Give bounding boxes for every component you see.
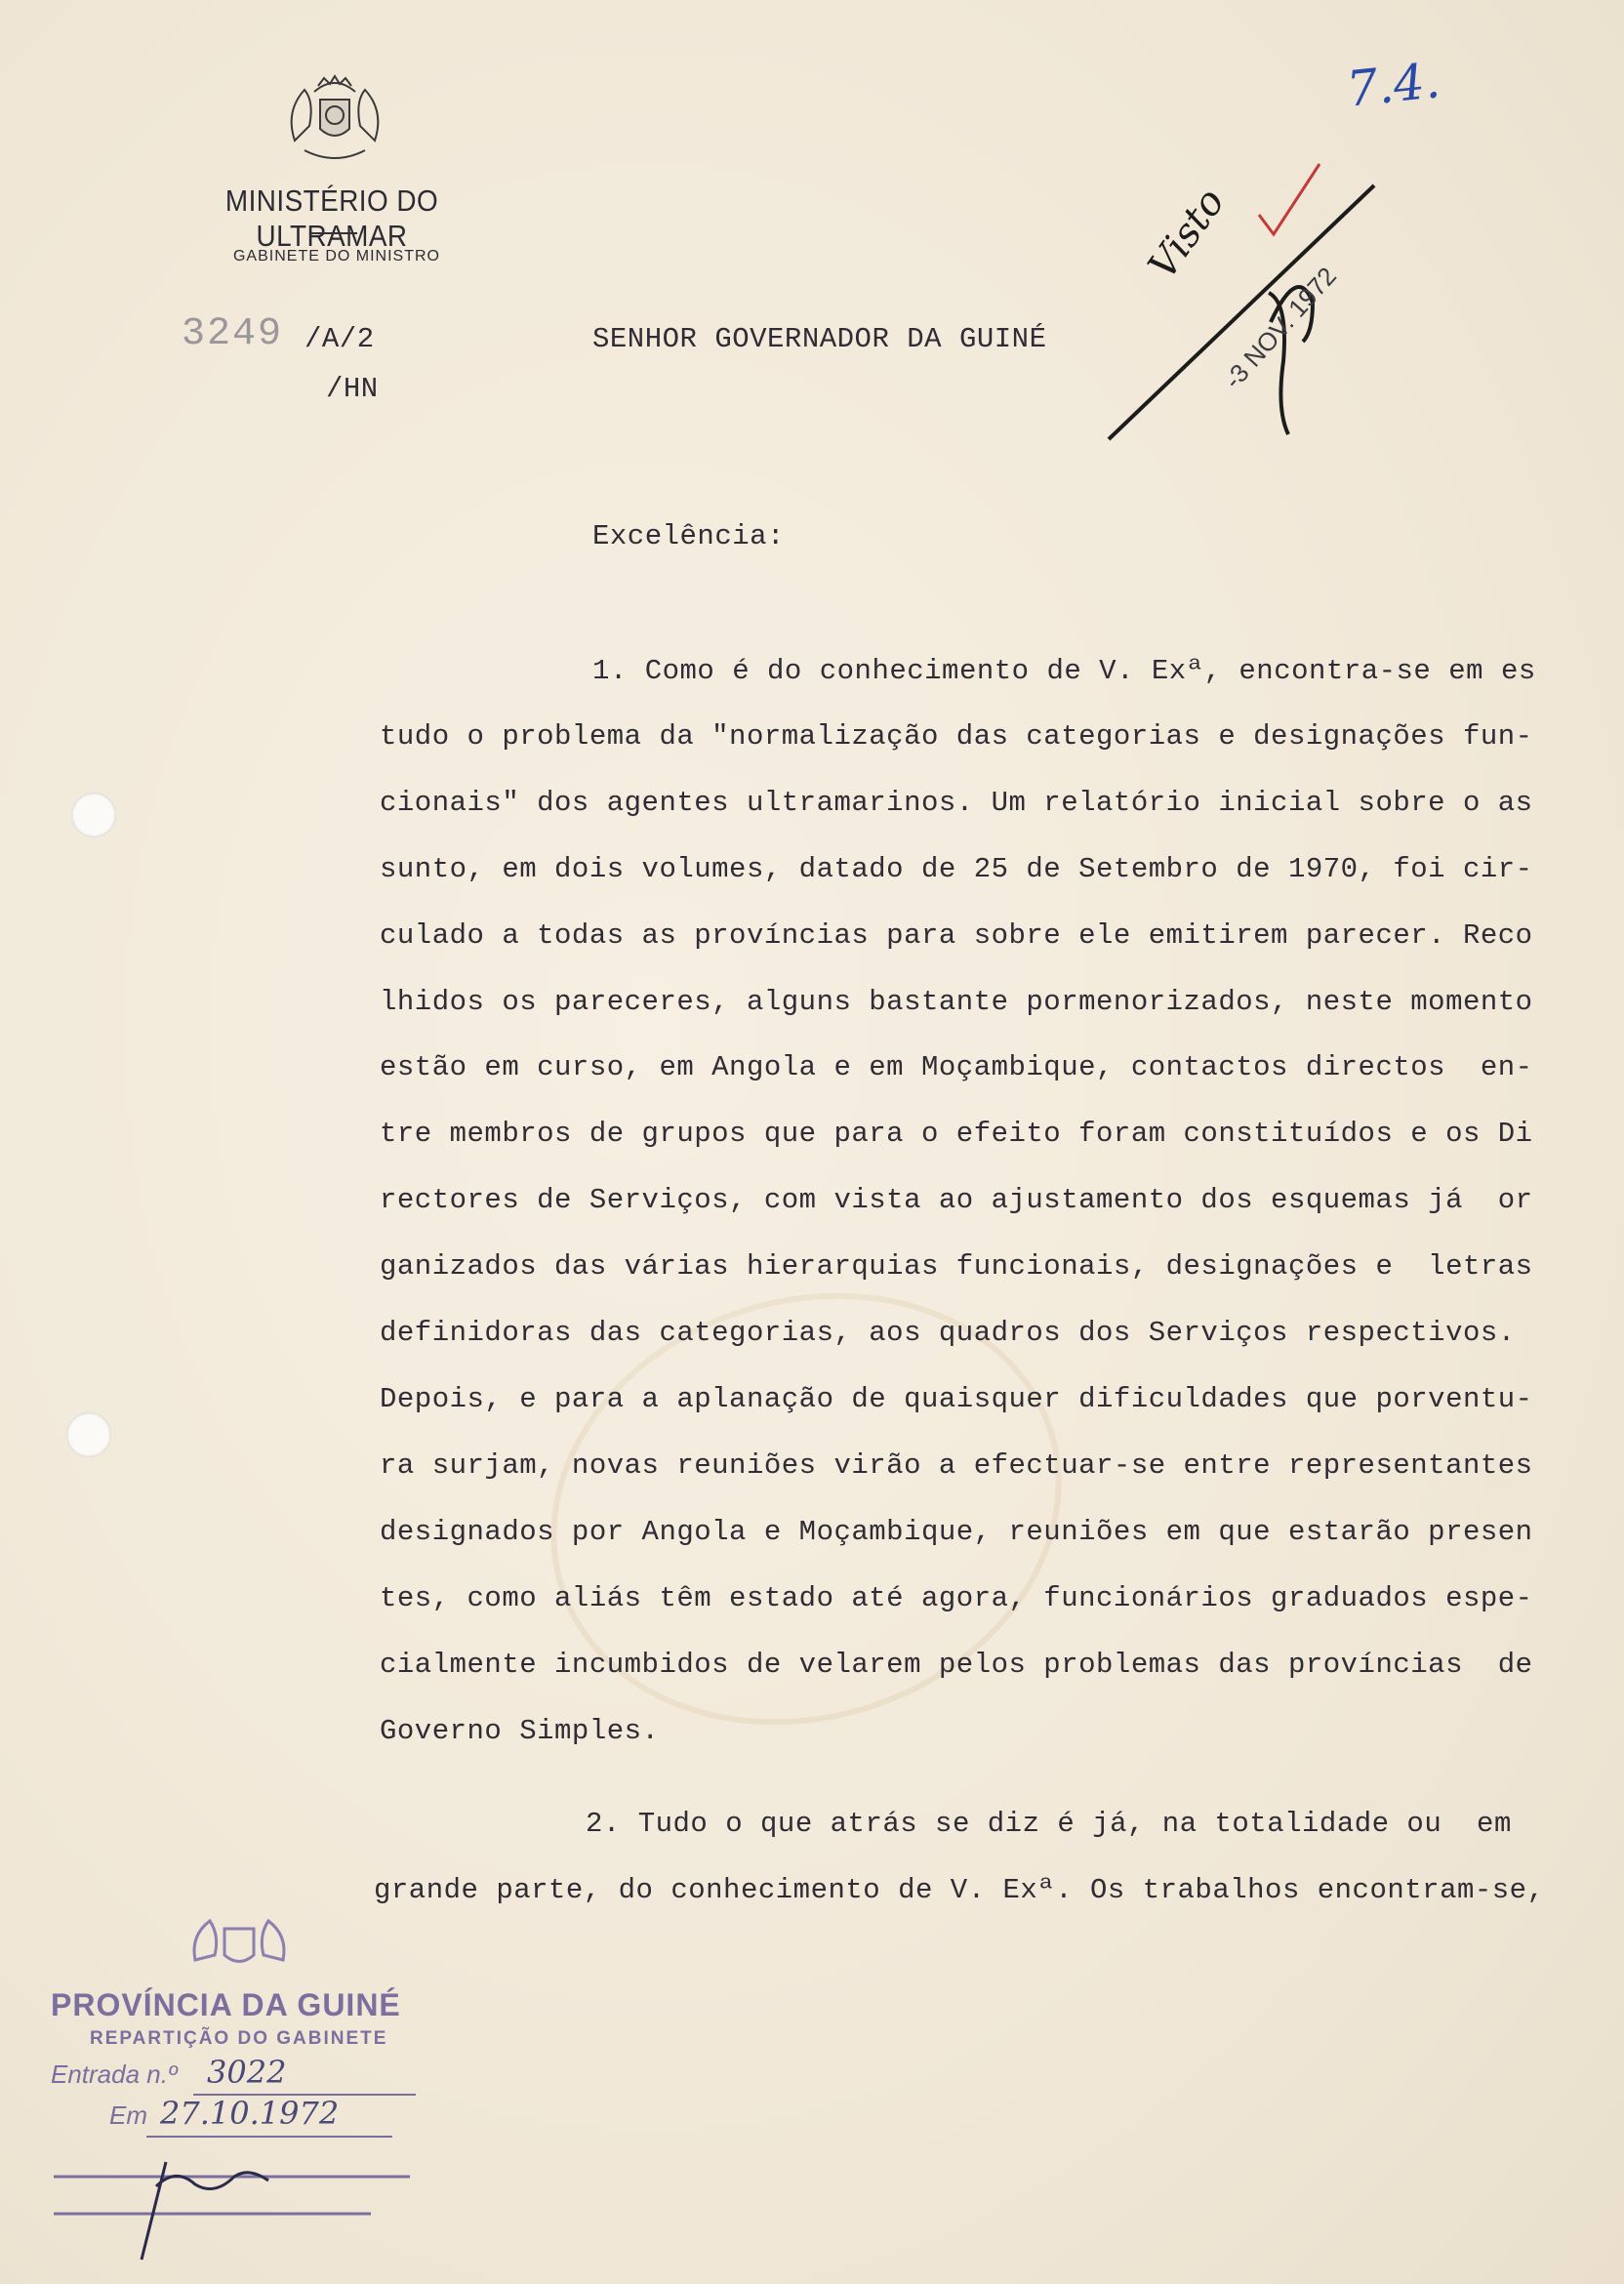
stamp-entry-label: Entrada n.º xyxy=(51,2060,178,2089)
body-line: tre membros de grupos que para o efeito foram constituídos e os Di xyxy=(380,1118,1533,1150)
office-name: GABINETE DO MINISTRO xyxy=(232,248,440,265)
handwritten-annotation xyxy=(1103,156,1396,449)
body-line: ganizados das várias hierarquias funcionais, designações e letras xyxy=(380,1250,1533,1283)
date-stamp: -3 NOV. 1972 xyxy=(1218,261,1343,395)
body-line: rectores de Serviços, com vista ao ajustamento dos esquemas já or xyxy=(380,1184,1533,1216)
stamp-entry-number: 3022 xyxy=(207,2054,287,2091)
stamp-subtitle: REPARTIÇÃO DO GABINETE xyxy=(90,2028,388,2049)
body-line: definidoras das categorias, aos quadros dos Serviços respectivos. xyxy=(380,1317,1516,1349)
letterhead-divider xyxy=(310,232,357,234)
reference-suffix: /A/2 xyxy=(304,323,375,355)
body-line: Governo Simples. xyxy=(380,1715,660,1747)
body-line: tes, como aliás têm estado até agora, funcionários graduados espe- xyxy=(380,1582,1533,1614)
punch-hole-bottom xyxy=(66,1412,111,1457)
coat-of-arms-icon xyxy=(275,72,394,170)
body-line: lhidos os pareceres, alguns bastante pormenorizados, neste momento xyxy=(380,986,1533,1018)
body-line: Depois, e para a aplanação de quaisquer dificuldades que porventu- xyxy=(380,1383,1533,1415)
body-line: designados por Angola e Moçambique, reuniões em que estarão presen xyxy=(380,1516,1533,1548)
reference-initials: /HN xyxy=(326,373,379,405)
body-line: estão em curso, em Angola e em Moçambique, contactos directos en- xyxy=(380,1051,1533,1083)
stamp-date-label: Em xyxy=(109,2100,147,2130)
body-line: sunto, em dois volumes, datado de 25 de Setembro de 1970, foi cir- xyxy=(380,853,1533,885)
reference-number: 3249 xyxy=(182,312,284,356)
ministry-name: MINISTÉRIO DO ULTRAMAR xyxy=(224,184,439,253)
punch-hole-top xyxy=(71,793,116,837)
stamp-signature xyxy=(49,2147,420,2264)
body-line: culado a todas as províncias para sobre ele emitirem parecer. Reco xyxy=(380,919,1533,952)
stamp-crest-icon xyxy=(185,1911,293,1979)
salutation: Excelência: xyxy=(592,520,785,552)
stamp-date-underline xyxy=(146,2136,392,2138)
stamp-date-value: 27.10.1972 xyxy=(160,2095,340,2132)
body-line: cionais" dos agentes ultramarinos. Um relatório inicial sobre o as xyxy=(380,787,1533,819)
visto-annotation: Visto xyxy=(1140,180,1234,288)
coffee-stain xyxy=(494,1228,1117,1789)
body-line: tudo o problema da "normalização das categorias e designações fun- xyxy=(380,720,1533,753)
body-line: ra surjam, novas reuniões virão a efectuar-se entre representantes xyxy=(380,1449,1533,1482)
body-line: grande parte, do conhecimento de V. Exª. Os trabalhos encontram-se, xyxy=(374,1874,1545,1906)
body-line: 2. Tudo o que atrás se diz é já, na totalidade ou em xyxy=(586,1808,1512,1840)
body-line: 1. Como é do conhecimento de V. Exª, encontra-se em es xyxy=(592,655,1536,687)
corner-handwritten-mark: 7.4. xyxy=(1344,52,1443,118)
body-line: cialmente incumbidos de velarem pelos problemas das províncias de xyxy=(380,1649,1533,1681)
addressee: SENHOR GOVERNADOR DA GUINÉ xyxy=(592,323,1047,355)
stamp-title: PROVÍNCIA DA GUINÉ xyxy=(51,1987,401,2022)
